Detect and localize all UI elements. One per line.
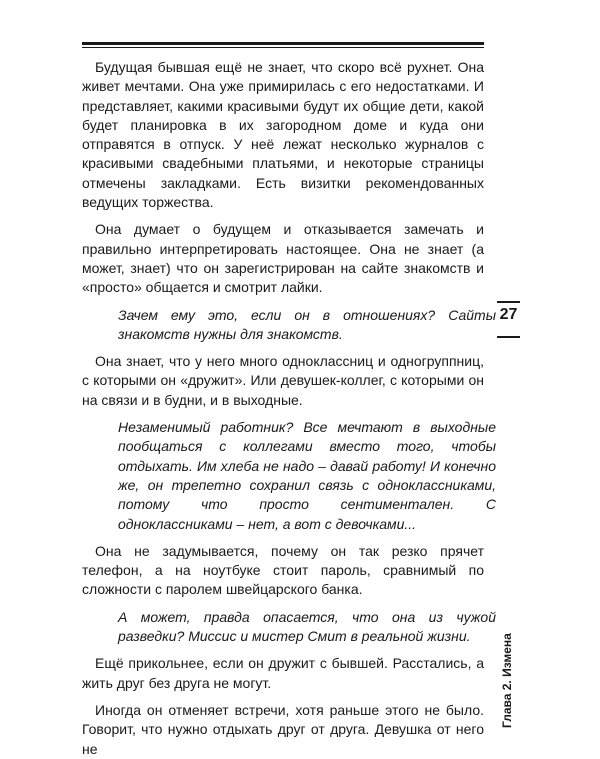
paragraph: Будущая бывшая ещё не знает, что скоро всё рухнет. Она живет мечтами. Она уже примирилась с его недостатками. И представляет, какими красивыми будут их общие дети, какой будет планировка в их загородном доме и куда они отправятся в отпуск. У неё лежат несколько журналов с красивыми свадебными платьями, и некоторые страницы отмечены закладками. Есть визитки рекомендованных ведущих торжества. bbox=[82, 59, 484, 211]
body-text bbox=[82, 58, 496, 757]
paragraph: Она думает о будущем и отказывается замечать и правильно интерпретировать настоящее. Она не знает (а может, знает) что он зарегистрирован на сайте знакомств и «просто» общается и смотрит лайки. bbox=[82, 221, 484, 296]
paragraph: Ещё прикольнее, если он дружит с бывшей. Расстались, а жить друг без друга не могут. bbox=[82, 655, 484, 691]
page-number-rule-top bbox=[497, 301, 520, 303]
paragraph: Она не задумывается, почему он так резко прячет телефон, а на ноутбуке стоит пароль, сравнимый по сложности с паролем швейцарского банка. bbox=[82, 542, 484, 598]
page-number-rule-bottom bbox=[497, 336, 520, 338]
quote-paragraph: Зачем ему это, если он в отношениях? Сайты знакомств нужны для знакомств. bbox=[118, 306, 496, 342]
paragraph: Иногда он отменяет встречи, хотя раньше этого не было. Говорит, что нужно отдыхать друг от друга. Девушка от него не bbox=[82, 701, 484, 757]
paragraph: Она знает, что у него много одноклассниц и одногруппниц, с которыми он «дружит». Или девушек-коллег, с которыми он на связи и в будни, и в выходные. bbox=[82, 353, 484, 408]
quote-paragraph: Незаменимый работник? Все мечтают в выходные пообщаться с коллегами вместо того, чтобы отдыхать. Им хлеба не надо – давай работу! И конечно же, он трепетно сохранил связь с одноклассниками, потому что просто сентиментален. С одноклассниками – нет, а вот с девочками... bbox=[118, 419, 496, 532]
header-rule bbox=[82, 42, 484, 45]
quote-paragraph: А может, правда опасается, что она из чужой разведки? Миссис и мистер Смит в реальной жизни. bbox=[118, 608, 496, 645]
page-number: 27 bbox=[499, 306, 518, 323]
chapter-label: Глава 2. Измена bbox=[500, 633, 514, 728]
